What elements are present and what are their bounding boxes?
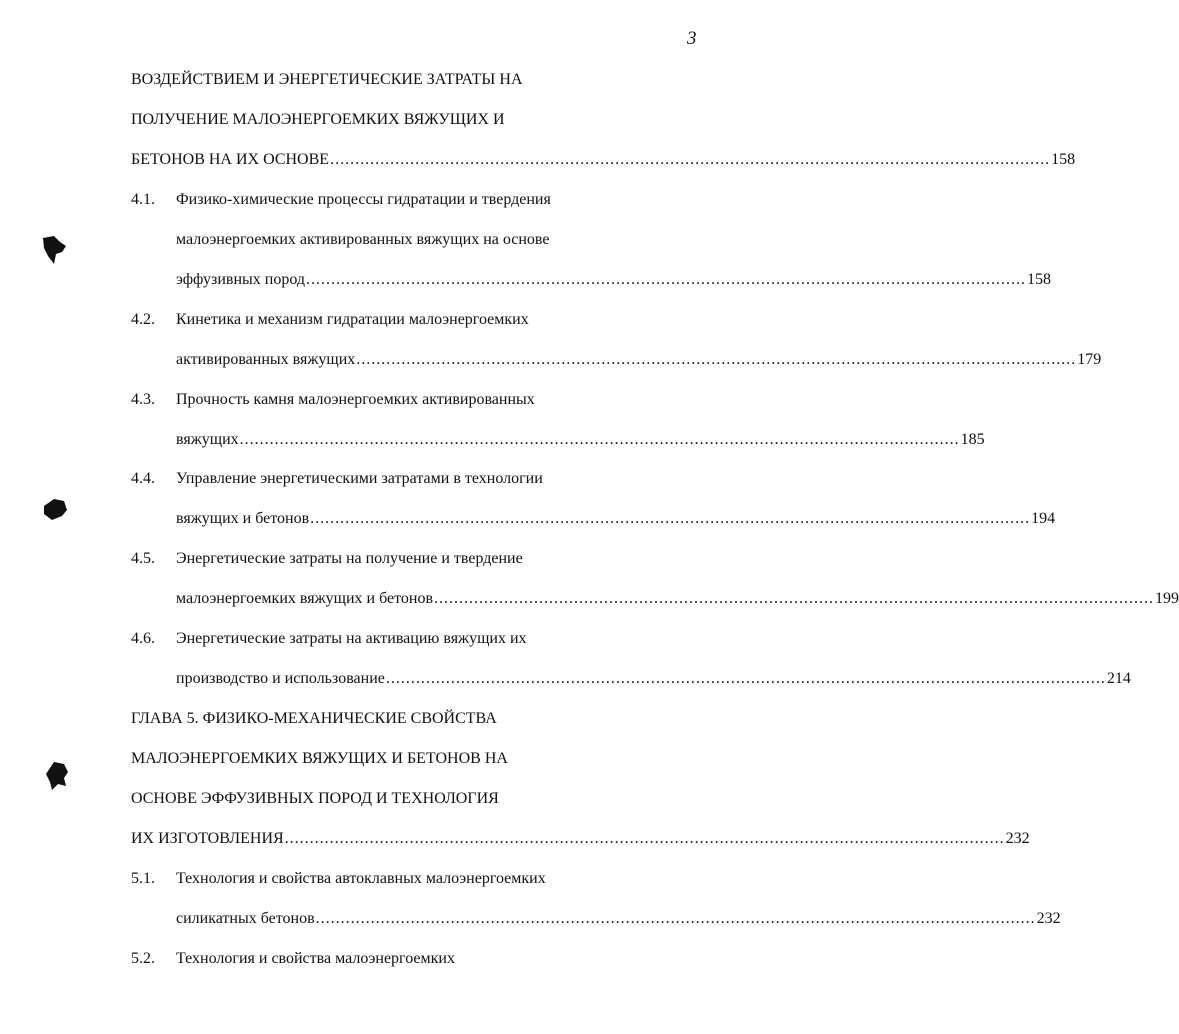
toc-entry[interactable] — [131, 829, 1030, 849]
scan-mark-icon — [44, 760, 72, 794]
page-number: 3 — [687, 28, 697, 49]
entry-title: малоэнергоемких активированных вяжущих на основе — [176, 231, 550, 248]
page-ref: 158 — [1027, 271, 1052, 288]
toc-entry[interactable] — [176, 589, 1179, 609]
section-number: 4.3. — [131, 391, 155, 408]
page-ref: 179 — [1077, 351, 1102, 368]
page-ref: 199 — [1155, 590, 1179, 607]
heading-line: ВОЗДЕЙСТВИЕМ И ЭНЕРГЕТИЧЕСКИЕ ЗАТРАТЫ НА — [131, 71, 523, 88]
entry-title: эффузивных пород — [176, 271, 306, 288]
entry-title: Управление энергетическими затратами в технологии — [176, 470, 543, 487]
dot-leader: ................................................................................................................................................ — [239, 431, 960, 448]
section-number: 4.4. — [131, 470, 155, 487]
page-ref: 185 — [960, 431, 985, 448]
chapter-heading: ГЛАВА 5. ФИЗИКО-МЕХАНИЧЕСКИЕ СВОЙСТВА — [131, 710, 497, 727]
section-number: 4.6. — [131, 630, 155, 647]
dot-leader: ................................................................................................................................................ — [310, 510, 1031, 527]
entry-title: малоэнергоемких вяжущих и бетонов — [176, 590, 434, 607]
scan-mark-icon — [40, 496, 70, 524]
section-number: 4.5. — [131, 550, 155, 567]
entry-title: производство и использование — [176, 670, 385, 687]
toc-item[interactable] — [131, 190, 155, 210]
entry-title: Технология и свойства малоэнергоемких — [176, 950, 455, 967]
toc-entry[interactable] — [131, 150, 1076, 170]
page-ref: 214 — [1106, 670, 1131, 687]
entry-title: Прочность камня малоэнергоемких активированных — [176, 391, 535, 408]
dot-leader: ................................................................................................................................................ — [356, 351, 1077, 368]
entry-title: Энергетические затраты на получение и твердение — [176, 550, 523, 567]
section-number: 4.1. — [131, 191, 155, 208]
toc-entry[interactable] — [176, 430, 985, 450]
dot-leader: ................................................................................................................................................ — [434, 590, 1155, 607]
entry-title: вяжущих — [176, 431, 239, 448]
page-ref: 232 — [1036, 910, 1061, 927]
section-number: 5.2. — [131, 950, 155, 967]
dot-leader: ................................................................................................................................................ — [385, 670, 1106, 687]
heading-line: ПОЛУЧЕНИЕ МАЛОЭНЕРГОЕМКИХ ВЯЖУЩИХ И — [131, 111, 505, 128]
toc-entry[interactable] — [176, 909, 1061, 929]
entry-title: вяжущих и бетонов — [176, 510, 310, 527]
entry-title: активированных вяжущих — [176, 351, 356, 368]
toc-entry[interactable] — [176, 669, 1131, 689]
dot-leader: ................................................................................................................................................ — [315, 910, 1036, 927]
entry-title: Кинетика и механизм гидратации малоэнергоемких — [176, 311, 529, 328]
entry-title: Энергетические затраты на активацию вяжущих их — [176, 630, 527, 647]
page-ref: 194 — [1031, 510, 1056, 527]
entry-title: Физико-химические процессы гидратации и твердения — [176, 191, 551, 208]
chapter-heading: ОСНОВЕ ЭФФУЗИВНЫХ ПОРОД И ТЕХНОЛОГИЯ — [131, 790, 499, 807]
heading-line: БЕТОНОВ НА ИХ ОСНОВЕ — [131, 151, 330, 168]
toc-entry[interactable] — [176, 350, 1102, 370]
toc-entry[interactable] — [176, 270, 1052, 290]
entry-title: силикатных бетонов — [176, 910, 315, 927]
section-number: 4.2. — [131, 311, 155, 328]
page-ref: 158 — [1051, 151, 1076, 168]
scan-mark-icon — [40, 234, 70, 268]
section-number: 5.1. — [131, 870, 155, 887]
toc-entry[interactable] — [176, 509, 1056, 529]
dot-leader: ................................................................................................................................................ — [330, 151, 1051, 168]
entry-title: Технология и свойства автоклавных малоэнергоемких — [176, 870, 546, 887]
dot-leader: ................................................................................................................................................ — [284, 830, 1005, 847]
chapter-heading: МАЛОЭНЕРГОЕМКИХ ВЯЖУЩИХ И БЕТОНОВ НА — [131, 750, 508, 767]
chapter-heading: ИХ ИЗГОТОВЛЕНИЯ — [131, 830, 284, 847]
page-ref: 232 — [1005, 830, 1030, 847]
dot-leader: ................................................................................................................................................ — [306, 271, 1027, 288]
